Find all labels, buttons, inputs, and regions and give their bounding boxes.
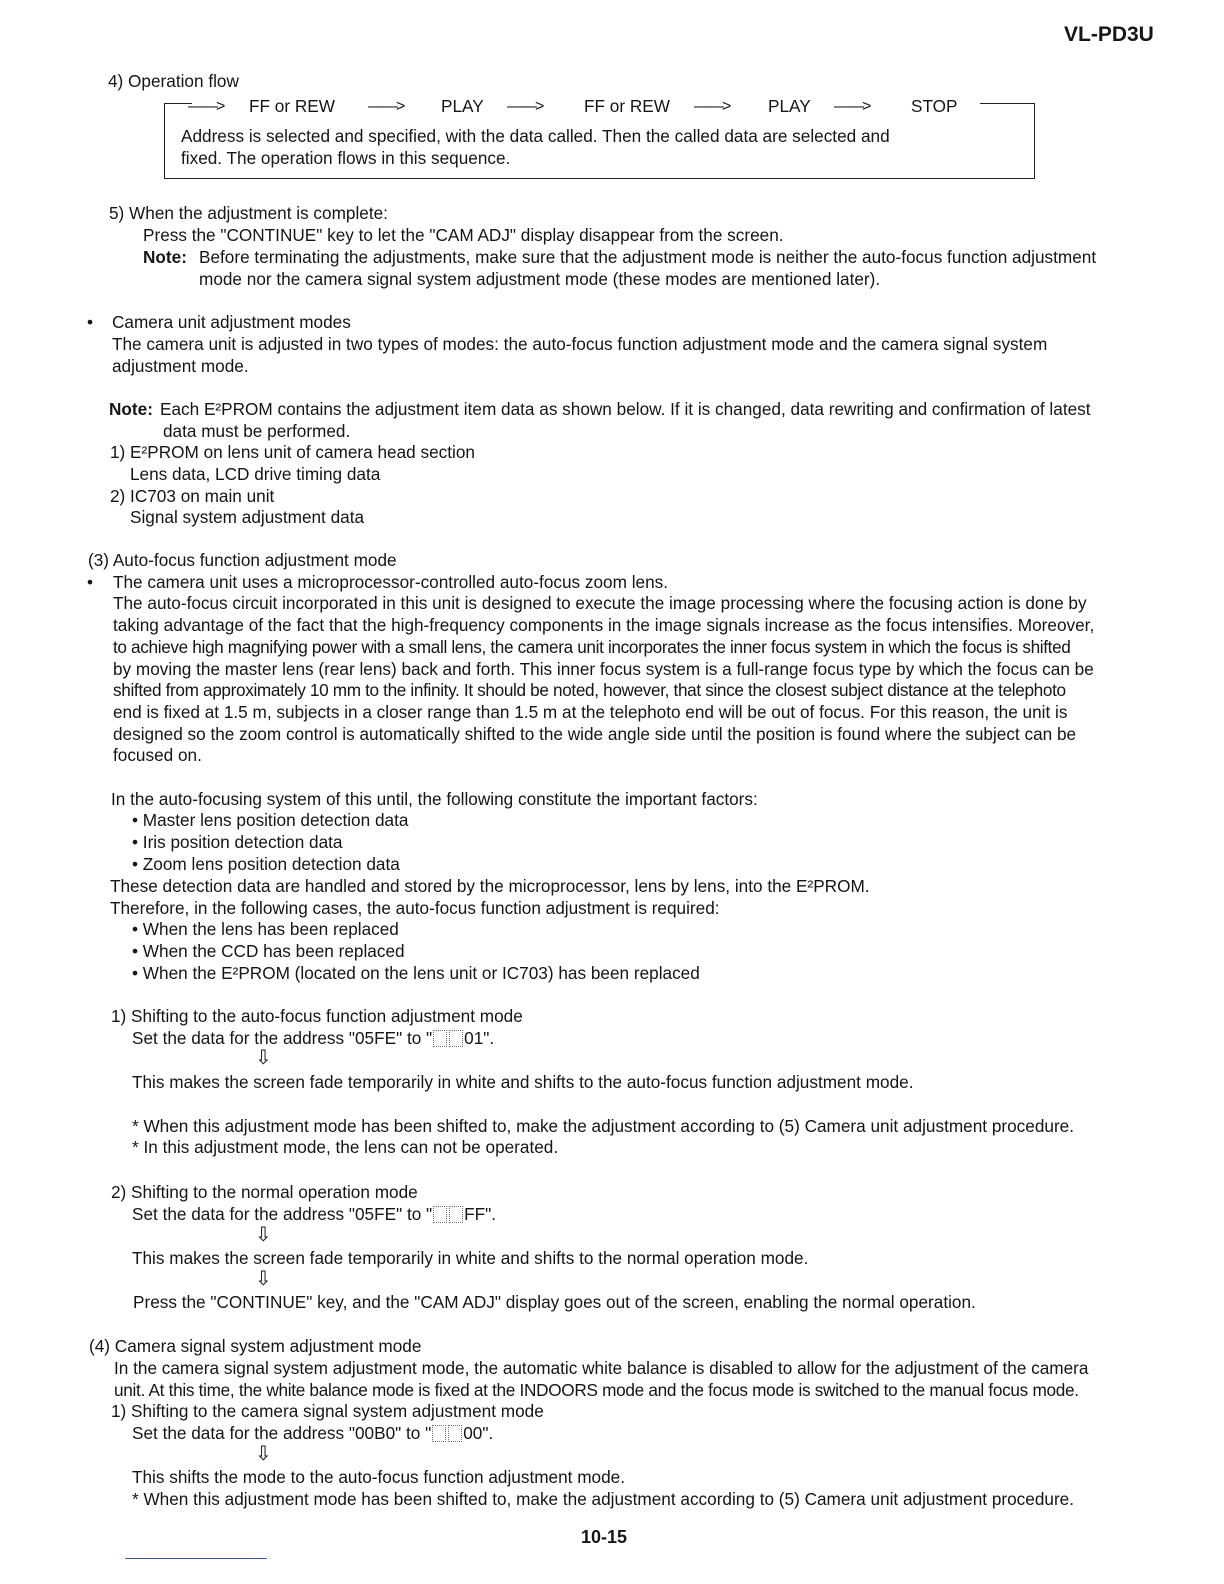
autofocus-para-4: by moving the master lens (rear lens) back and forth. This inner focus system is a full-range focus type by which the focus can be [113,659,1094,679]
autofocus-bullet: • [87,572,94,592]
page-number: 10-15 [581,1527,628,1547]
autofocus-title: (3) Auto-focus function adjustment mode [88,550,397,570]
af-step1-set [132,1028,494,1050]
factor-3: • Zoom lens position detection data [132,854,400,874]
placeholder-box [449,1206,463,1223]
autofocus-para-5: shifted from approximately 10 mm to the infinity. It should be noted, however, that since the closest subject distance at the telephoto [113,680,1066,700]
af-step1-set-pre: Set the data for the address "05FE" to " [132,1028,433,1048]
complete-line1: Press the "CONTINUE" key to let the "CAM ADJ" display disappear from the screen. [143,225,784,245]
eeprom-item-2: 2) IC703 on main unit [110,486,275,506]
signal-mode-title: (4) Camera signal system adjustment mode [89,1336,422,1356]
sig-step1-result: This shifts the mode to the auto-focus function adjustment mode. [132,1467,625,1487]
case-2: • When the CCD has been replaced [132,941,405,961]
cases-intro: Therefore, in the following cases, the auto-focus function adjustment is required: [110,898,720,918]
placeholder-box [433,1030,447,1047]
stored-text: These detection data are handled and stored by the microprocessor, lens by lens, into the E²PROM. [110,876,870,896]
flow-box-text-2: fixed. The operation flows in this sequence. [181,148,511,168]
footer-rule [125,1558,267,1559]
af-step1-note1: * When this adjustment mode has been shifted to, make the adjustment according to (5) Camera unit adjustment procedure. [132,1116,1074,1136]
flow-arrow-1: ——> [188,98,224,115]
eeprom-item-1-sub: Lens data, LCD drive timing data [130,464,381,484]
af-step2-final: Press the "CONTINUE" key, and the "CAM ADJ" display goes out of the screen, enabling the normal operation. [133,1292,976,1312]
complete-title: 5) When the adjustment is complete: [109,203,388,223]
camera-modes-bullet: • [87,312,94,332]
flow-step-2: PLAY [441,96,484,116]
camera-modes-title: Camera unit adjustment modes [112,312,351,332]
case-1: • When the lens has been replaced [132,919,399,939]
down-arrow-icon: ⇩ [255,1268,272,1290]
signal-mode-p1: In the camera signal system adjustment mode, the automatic white balance is disabled to allow for the adjustment of the camera [114,1358,1089,1378]
flow-arrow-3: ——> [507,98,543,115]
placeholder-box [433,1206,447,1223]
camera-modes-note-label: Note: [109,399,153,419]
factor-2: • Iris position detection data [132,832,343,852]
factors-intro: In the auto-focusing system of this until, the following constitute the important factors: [111,789,758,809]
placeholder-box [448,1425,462,1442]
af-step1-set-post: 01". [464,1028,495,1048]
placeholder-box [449,1030,463,1047]
camera-modes-p1: The camera unit is adjusted in two types of modes: the auto-focus function adjustment mode and the camera signal system [112,334,1048,354]
sig-step1-set-post: 00". [463,1423,494,1443]
signal-mode-p2: unit. At this time, the white balance mode is fixed at the INDOORS mode and the focus mode is switched to the manual focus mode. [114,1380,1079,1400]
camera-modes-note1: Each E²PROM contains the adjustment item data as shown below. If it is changed, data rewriting and confirmation of latest [160,399,1091,419]
eeprom-item-2-sub: Signal system adjustment data [130,507,365,527]
autofocus-para-7: designed so the zoom control is automatically shifted to the wide angle side until the position is found where the subject can be [113,724,1077,744]
flow-line-right [980,103,1035,104]
autofocus-para-2: taking advantage of the fact that the high-frequency components in the image signals increase as the focus intensifies. Moreover, [113,615,1095,635]
sig-step1-title: 1) Shifting to the camera signal system adjustment mode [111,1401,544,1421]
af-step1-title: 1) Shifting to the auto-focus function adjustment mode [111,1006,523,1026]
factor-1: • Master lens position detection data [132,810,409,830]
down-arrow-icon: ⇩ [255,1047,272,1069]
sig-step1-set [132,1423,493,1445]
operation-flow-title: 4) Operation flow [108,71,239,91]
af-step2-set-post: FF". [464,1204,497,1224]
af-step2-title: 2) Shifting to the normal operation mode [111,1182,418,1202]
af-step2-result: This makes the screen fade temporarily in white and shifts to the normal operation mode. [132,1248,809,1268]
complete-note2: mode nor the camera signal system adjustment mode (these modes are mentioned later). [199,269,881,289]
af-step2-set-pre: Set the data for the address "05FE" to " [132,1204,433,1224]
flow-box-text-1: Address is selected and specified, with the data called. Then the called data are selected and [181,126,890,146]
camera-modes-note2: data must be performed. [163,421,351,441]
flow-arrow-5: ——> [834,98,870,115]
complete-note1: Before terminating the adjustments, make sure that the adjustment mode is neither the auto-focus function adjustment [199,247,1097,267]
placeholder-box [432,1425,446,1442]
af-step1-note2: * In this adjustment mode, the lens can not be operated. [132,1137,559,1157]
down-arrow-icon: ⇩ [255,1443,272,1465]
complete-note-label: Note: [143,247,187,267]
sig-step1-note: * When this adjustment mode has been shifted to, make the adjustment according to (5) Camera unit adjustment procedure. [132,1489,1074,1509]
flow-arrow-2: ——> [368,98,404,115]
flow-step-3: FF or REW [584,96,670,116]
flow-step-1: FF or REW [249,96,335,116]
autofocus-lead: The camera unit uses a microprocessor-controlled auto-focus zoom lens. [113,572,669,592]
case-3: • When the E²PROM (located on the lens unit or IC703) has been replaced [132,963,700,983]
flow-step-4: PLAY [768,96,811,116]
eeprom-item-1: 1) E²PROM on lens unit of camera head section [110,442,475,462]
model-header: VL-PD3U [1064,23,1154,46]
flow-step-5: STOP [911,96,958,116]
sig-step1-set-pre: Set the data for the address "00B0" to " [132,1423,432,1443]
down-arrow-icon: ⇩ [255,1224,272,1246]
af-step1-result: This makes the screen fade temporarily in white and shifts to the auto-focus function adjustment mode. [132,1072,914,1092]
autofocus-para-3: to achieve high magnifying power with a small lens, the camera unit incorporates the inner focus system in which the focus is shifted [113,637,1071,657]
autofocus-para-8: focused on. [113,745,202,765]
af-step2-set [132,1204,496,1226]
autofocus-para-6: end is fixed at 1.5 m, subjects in a closer range than 1.5 m at the telephoto end will be out of focus. For this reason, the unit is [113,702,1068,722]
flow-arrow-4: ——> [694,98,730,115]
autofocus-para-1: The auto-focus circuit incorporated in this unit is designed to execute the image processing where the focusing action is done by [113,593,1087,613]
camera-modes-p2: adjustment mode. [112,356,249,376]
